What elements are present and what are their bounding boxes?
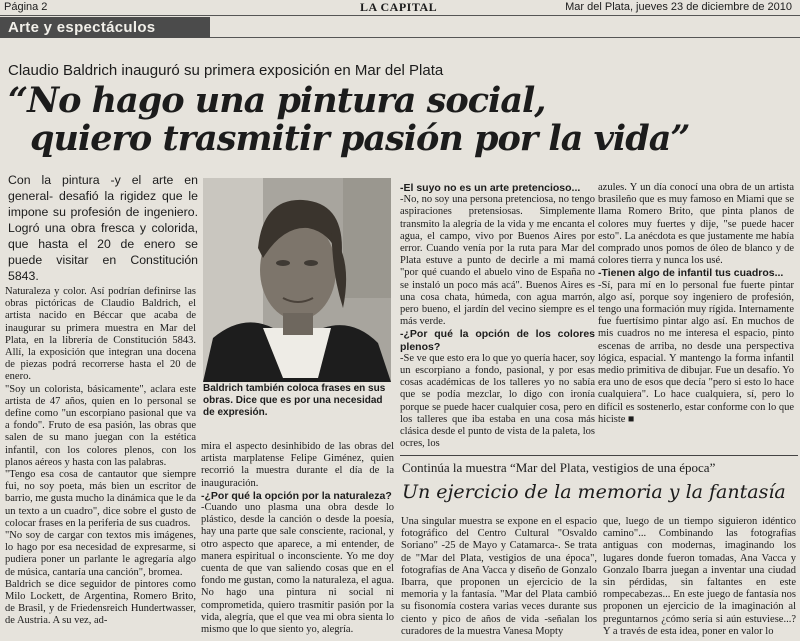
paragraph: -Se ve que esto era lo que yo quería hacer, soy un escorpiano a fondo, pasional, y por esas cosas académicas de los talleres yo no sabía que se podía mezclar, lo digo con ironía porque se puede hacer cualquier cosa, pero en los talleres que iba estaba en una cosa más clásica desde el punto de vista de la paleta, los ocres, los <box>400 352 595 450</box>
article-lead: Con la pintura -y el arte en general- desafió la rigidez que le impone su profesión de ingeniero. Logró una obra fresca y colorida, que hasta el 20 de enero se puede visitar en Constitución 5843. <box>8 173 198 283</box>
article-column-2 <box>201 441 394 636</box>
paragraph: Baldrich se dice seguidor de pintores como Milo Lockett, de Argentina, Romero Brito, de Brasil, y de Friedensreich Hundertwasser, de Austria. A su vez, ad- <box>5 578 196 627</box>
paragraph: Naturaleza y color. Así podrían definirse las obras pictóricas de Claudio Baldrich, el artista nacido en Béccar que acaba de inaugurar su primera muestra en Mar del Plata, en la librería de Constitución 5843. Allí, la exposición que integran una docena de piezas podrá recorrerse hasta el 20 de enero. <box>5 286 196 383</box>
section-label: Arte y espectáculos <box>0 17 210 38</box>
article-kicker: Claudio Baldrich inauguró su primera exposición en Mar del Plata <box>8 62 444 79</box>
paragraph: azules. Y un día conocí una obra de un artista brasileño que es muy famoso en Miami que se llama Romero Brito, que pinta planos de colores muy fuertes y dije, "se puede hacer esto". La anécdota es que justamente me había comprado unos pomos de óleo de blanco y de colores tierra y nunca los usé. <box>598 182 794 267</box>
box-headline: Un ejercicio de la memoria y la fantasía <box>402 481 786 503</box>
article-headline <box>8 82 798 158</box>
paragraph: "Tengo esa cosa de cantautor que siempre fui, no soy poeta, más bien un escritor de barrio, me gusta mucho la dinámica que le da un texto a un cuadro", dice sobre el gusto de colocar frases en la periferia de sus cuadros. <box>5 469 196 529</box>
photo-caption: Baldrich también coloca frases en sus obras. Dice que es por una necesidad de expresión. <box>203 383 386 418</box>
paragraph: -No, no soy una persona pretenciosa, no tengo aspiraciones pretensiosas. Simplemente transmito la alegría de la vida y me encanta el agua, el campo, vivo por Buenos Aires por error. Cuando venía por la ruta para Mar del Plata estuve a punto de decirle a mi mamá "por qué cuando el abuelo vino de España no se instaló un poco más acá". Buenos Aires es una cosa chata, húmeda, con agua marrón, pero bueno, el jardín del vecino siempre es el más verde. <box>400 194 595 328</box>
headline-line: quiero trasmitir pasión por la vida” <box>30 118 690 159</box>
paragraph: mira el aspecto desinhibido de las obras del artista marplatense Felipe Giménez, quien recorrió la muestra durante el día de la inauguración. <box>201 441 394 489</box>
headline-line: “No hago una pintura social, <box>8 80 546 121</box>
paragraph: -Cuando uno plasma una obra desde lo plástico, desde la canción o desde la poesía, hay una parte que sale consciente, racional, y otro aspecto que aparece, a mi entender, de manera espiritual o inconsciente. Yo me doy cuenta de que van saliendo cosas que en el fondo me gustan, como la naturaleza, el agua. No hago una pintura ni social ni comprometida, quiero trasmitir pasión por la vida, alegría, que el que vea mi obra sienta lo mismo que lo que siento yo, alegría. <box>201 502 394 636</box>
box-column-1: Una singular muestra se expone en el espacio fotográfico del Centro Cultural "Osvaldo Soriano" -25 de Mayo y Catamarca-. Se trata de "Mar del Plata, vestigios de una época", fotografías de Ana Vacca y diseño de Gonzalo Ibarra, que proponen un ejercicio de la memoria y la fantasía. "Mar del Plata cambió su fisonomía costera varias veces durante sus ciento y pico de años de vida -señalan los curadores de la muestra Vanesa Mopty <box>401 516 597 637</box>
dateline: Mar del Plata, jueves 23 de diciembre de 2010 <box>565 1 792 13</box>
box-rule <box>400 455 798 456</box>
portrait-image <box>203 178 391 382</box>
interview-question: -¿Por qué la opción por la naturaleza? <box>201 489 392 502</box>
paragraph: "No soy de cargar con textos mis imágenes, lo hago por esa necesidad de expresarme, si pudiera poner un parlante le agregaría algo de música, cantaría una canción", bromea. <box>5 530 196 578</box>
box-kicker: Continúa la muestra “Mar del Plata, vestigios de una época” <box>402 460 716 475</box>
paragraph: -Sí, para mí en lo personal fue fuerte pintar algo así, porque soy ingeniero de profesión, tengo una formación muy rígida. Internamente fue fuertísimo pintar algo así. En muchos de mis cuadros no me interesa el espacio, pinto escenas de arriba, no desde una perspectiva lógica, espacial. Y mantengo la forma infantil medio primitiva de dibujar. Fue un desafío. Yo era uno de esos que decía "pero si esto lo hace cualquiera". Lo hace cualquiera, sí, pero lo difícil es sostenerlo, estar conforme con lo que hiciste ■ <box>598 279 794 425</box>
artist-photo <box>203 178 391 382</box>
article-column-4 <box>598 182 794 426</box>
page-header <box>0 0 800 16</box>
section-rule <box>210 37 800 38</box>
interview-question: -¿Por qué la opción de los colores plenos? <box>400 328 595 353</box>
article-column-1 <box>5 286 196 628</box>
box-column-2: que, luego de un tiempo siguieron idéntico camino"... Combinando las fotografías antiguas con modernas, imaginando los lugares donde fueron tomadas, Ana Vacca y Gonzalo Ibarra juegan a inventar una ciudad sin pérdidas, sin faltantes en este rompecabezas... En este juego de fantasía nos proponen un ejercicio de la imaginación al preguntarnos ¿cómo sería si aún estuviese...? Y a través de esta idea, poner en valor lo <box>603 516 796 637</box>
article-column-3 <box>400 182 595 450</box>
page-number: Página 2 <box>4 1 48 13</box>
interview-question: -El suyo no es un arte pretencioso... <box>400 182 581 194</box>
interview-question: -Tienen algo de infantil tus cuadros... <box>598 267 784 280</box>
paragraph: "Soy un colorista, básicamente", aclara este artista de 47 años, quien en lo personal se define como "un escorpiano pasional que va a fondo". Fruto de esa pasión, las obras que salen de su mano juegan con la estética infantil, con los colores plenos, con los planos aéreos y hasta con las palabras. <box>5 383 196 468</box>
masthead: LA CAPITAL <box>360 0 438 14</box>
